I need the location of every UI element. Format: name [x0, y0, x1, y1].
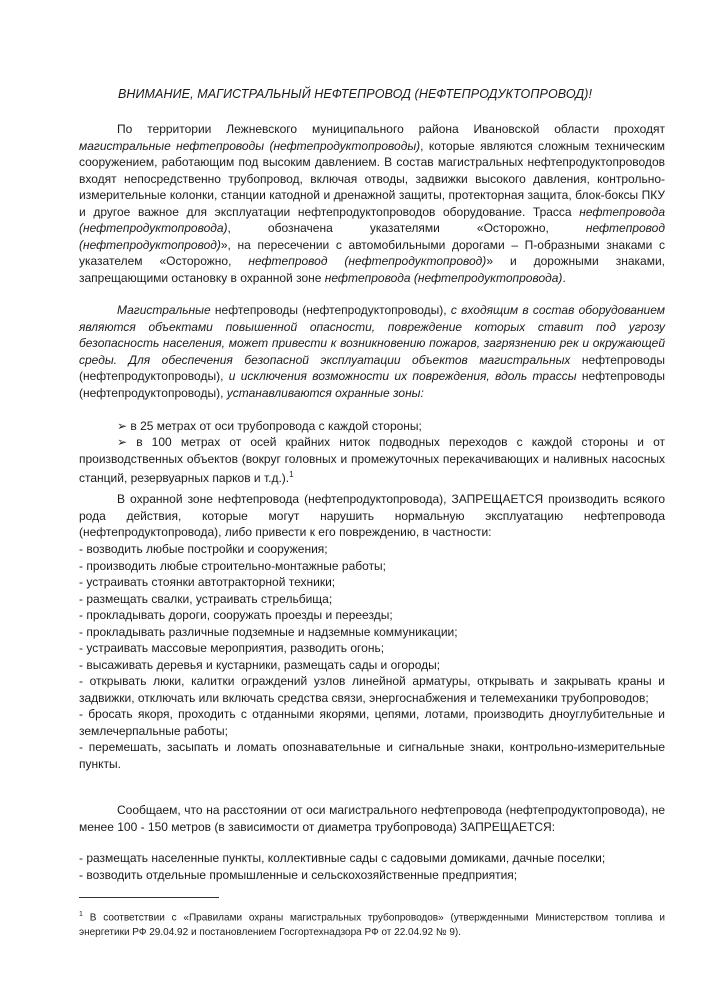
paragraph-danger-zones: Магистральные нефтепроводы (нефтепродуктопроводы), с входящим в состав оборудованием являются объектами повышенной опасности, повреждение которых ставит под угрозу безопасность населения, может привести к возникновению пожаров, загрязнению рек и окружающей среды. Для обеспечения безопасной эксплуатации объектов магистральных нефтепроводы (нефтепродуктопроводы), и исключения возможности их повреждения, вдоль трассы нефтепроводы (нефтепродуктопроводы), устанавливаются охранные зоны: [79, 303, 665, 400]
zone-item-1: ➢ в 25 метрах от оси трубопровода с каждой стороны; [117, 419, 422, 433]
list-item: - перемешать, засыпать и ломать опознавательные и сигнальные знаки, контрольно-измерительные пункты. [79, 740, 665, 771]
list-item: - высаживать деревья и кустарники, размещать сады и огороды; [79, 657, 441, 672]
list-item: - устраивать стоянки автотракторной техники; [79, 575, 336, 589]
footnote-separator [79, 897, 219, 898]
footnote-ref: 1 [289, 470, 294, 479]
paragraph-distance-notice: Сообщаем, что на расстоянии от оси магистрального нефтепровода (нефтепродуктопровода), не менее 100 - 150 метров (в зависимости от диаметра трубопровода) ЗАПРЕЩАЕТСЯ: [79, 803, 665, 834]
arrow-bullet-icon: ➢ [117, 419, 131, 433]
list-item: - открывать люки, калитки ограждений узлов линейной арматуры, открывать и закрывать краны и задвижки, отключать или включать средства связи, энергоснабжения и телемеханики трубопроводов; [79, 674, 665, 705]
list-item: - размещать свалки, устраивать стрельбища; [79, 591, 333, 606]
paragraph-pipeline-description: По территории Лежневского муниципального района Ивановской области проходят магистральные нефтепроводы (нефтепродуктопроводы), которые являются сложным техническим сооружением, работающим под высоким давлением. В состав магистральных нефтепродуктопроводов входят непосредственно трубопровод, включая отводы, задвижки высокого давления, контрольно-измерительные колонки, станции катодной и дренажной защиты, протекторная защита, блок-боксы ПКУ и другое важное для эксплуатации нефтепродуктопроводов оборудование. Трасса нефтепровода (нефтепродуктопровода), обозначена указателями «Осторожно, нефтепровод (нефтепродуктопровод)», на пересечении с автомобильными дорогами – П-образными знаками с указателем «Осторожно, нефтепровод (нефтепродуктопровод)» и дорожными знаками, запрещающими остановку в охранной зоне нефтепровода (нефтепродуктопровода). [79, 122, 665, 285]
paragraph-prohibited-intro: В охранной зоне нефтепровода (нефтепродуктопровода), ЗАПРЕЩАЕТСЯ производить всякого рода действия, которые могут нарушить нормальную эксплуатацию нефтепровода (нефтепродуктопровода), либо привести к его повреждению, в частности: [79, 492, 665, 539]
list-item: - прокладывать различные подземные и надземные коммуникации; [79, 624, 458, 639]
list-item: - возводить отдельные промышленные и сельскохозяйственные предприятия; [79, 867, 518, 882]
footnote: $^1$ В соответствии с «Правилами охраны магистральных трубопроводов» (утвержденными Министерством топлива и энергетики РФ 29.04.92 и постановлением Госгортехнадзора РФ от 22.04.92 № 9). [79, 911, 666, 939]
list-item: - размещать населенные пункты, коллективные сады с садовыми домиками, дачные поселки; [79, 851, 606, 865]
list-item: - устраивать массовые мероприятия, разводить огонь; [79, 641, 385, 655]
list-item: - прокладывать дороги, сооружать проезды и переезды; [79, 608, 393, 622]
page-title: ВНИМАНИЕ, МАГИСТРАЛЬНЫЙ НЕФТЕПРОВОД (НЕФТЕПРОДУКТОПРОВОД)! [117, 87, 593, 101]
prohibited-list [79, 541, 665, 772]
prohibited-list-2 [79, 850, 665, 883]
list-item: - бросать якоря, проходить с отданными якорями, цепями, лотами, производить дноуглубительные и землечерпальные работы; [79, 707, 665, 738]
arrow-bullet-icon: ➢ [117, 435, 137, 449]
list-item: - производить любые строительно-монтажные работы; [79, 558, 387, 573]
list-item: - возводить любые постройки и сооружения; [79, 542, 328, 556]
zone-item-2: ➢ в 100 метрах от осей крайних ниток подводных переходов с каждой стороны и от производственных объектов (вокруг головных и промежуточных перекачивающих и наливных насосных станций, резервуарных парков и т.д.).$^1$ [79, 435, 666, 485]
